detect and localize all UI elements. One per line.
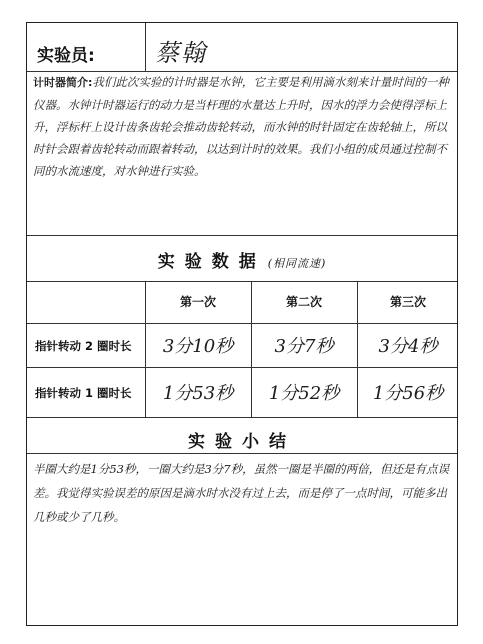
divider-line xyxy=(27,235,457,236)
timer-intro-text: 我们此次实验的计时器是水钟，它主要是利用滴水刻来计量时间的一种仪器。水钟计时器运行的动力是当杆理的水量达上升时，因水的浮力会使得浮标上升，浮标杆上设计齿条齿轮会推动齿轮转动，而水钟的时针固定在齿轮轴上，所以时针会跟着齿轮转动而跟着转动，以达到计时的效果。我们小组的成员通过控制不同的水流速度，对水钟进行实验。 xyxy=(33,75,449,178)
summary-text: 半圈大约是1分53秒，一圈大约是3分7秒，虽然一圈是半圈的两倍，但还是有点误差。我觉得实验误差的原因是滴水时水没有过上去，而是停了一点时间，可能多出几秒或少了几秒。 xyxy=(33,462,450,524)
row-header-two-turns: 指针转动 2 圈时长 xyxy=(35,339,132,353)
row-header-one-turn: 指针转动 1 圈时长 xyxy=(35,386,132,400)
table-row-line xyxy=(27,323,457,324)
experimenter-name: 蔡翰 xyxy=(155,39,207,67)
data-section-subtitle: (相同流速) xyxy=(267,257,327,270)
column-header-second: 第二次 xyxy=(285,295,322,309)
summary-section-title: 实验小结 xyxy=(188,432,296,452)
table-row-line xyxy=(27,367,457,368)
table-cell: 1分52秒 xyxy=(268,383,340,404)
experiment-record-sheet xyxy=(26,22,458,626)
name-divider xyxy=(145,23,146,71)
column-header-first: 第一次 xyxy=(179,295,216,309)
divider-line xyxy=(27,417,457,418)
divider-line xyxy=(27,453,457,454)
table-cell: 1分53秒 xyxy=(162,383,234,404)
table-cell: 3分4秒 xyxy=(378,336,438,357)
timer-intro-label: 计时器简介: xyxy=(33,76,93,89)
column-header-third: 第三次 xyxy=(389,295,426,309)
divider-line xyxy=(27,281,457,282)
timer-intro xyxy=(33,71,449,182)
experimenter-label: 实验员: xyxy=(37,46,95,66)
data-section-heading xyxy=(27,247,457,272)
table-cell: 1分56秒 xyxy=(372,383,444,404)
table-cell: 3分10秒 xyxy=(162,336,234,357)
data-section-title: 实验数据 xyxy=(157,252,266,272)
table-cell: 3分7秒 xyxy=(274,336,334,357)
